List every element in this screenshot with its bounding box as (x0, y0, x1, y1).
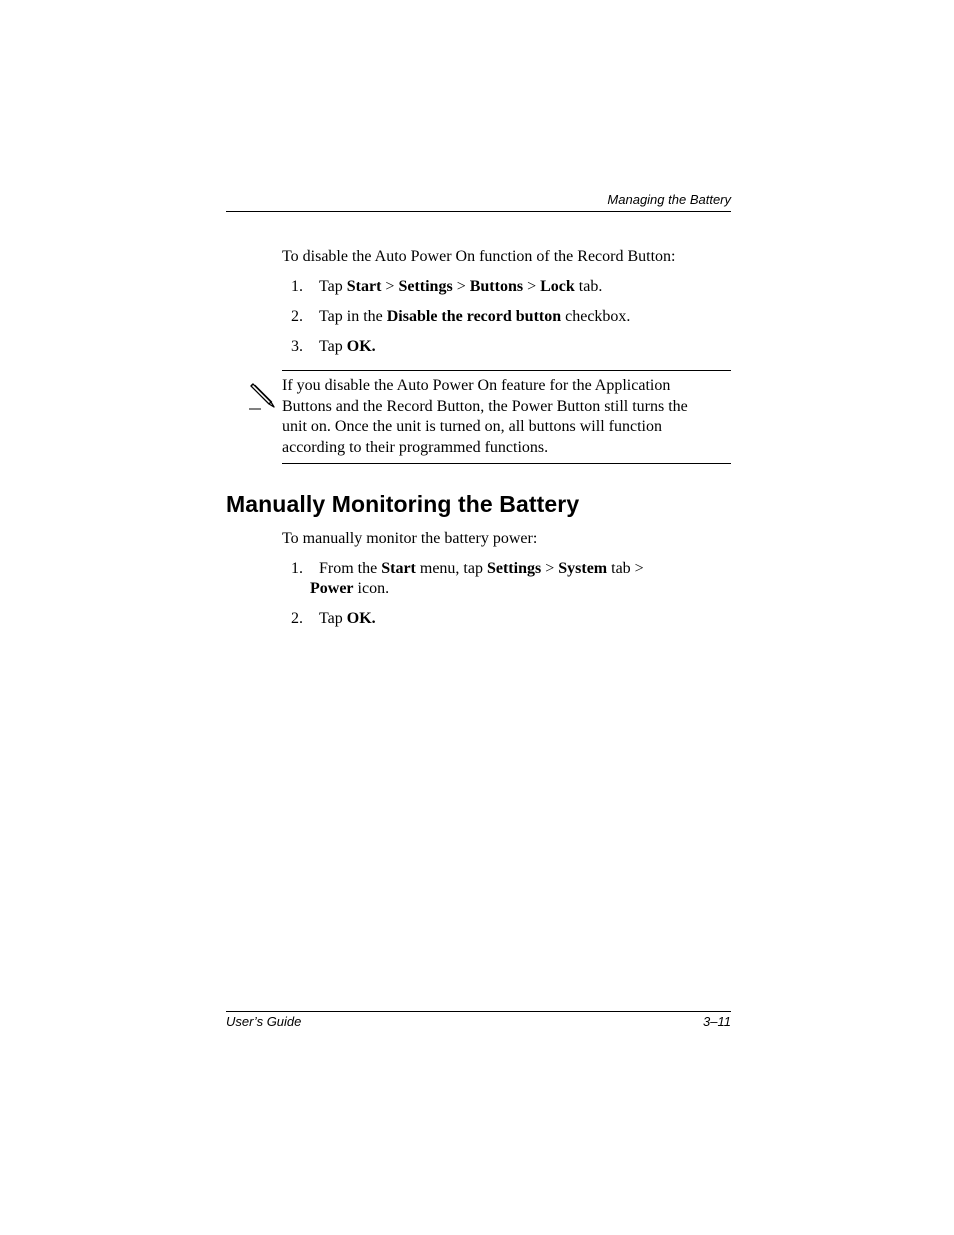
list-item: 3. Tap OK. (291, 338, 376, 355)
page-number: 3–11 (703, 1014, 731, 1029)
section-heading: Manually Monitoring the Battery (226, 491, 580, 517)
running-header (226, 192, 731, 207)
note-bottom-rule (282, 463, 731, 464)
note-text: If you disable the Auto Power On feature for the Application Buttons and the Record Button, the Power Button still turns the unit on. Once the unit is turned on, all buttons will function according to their programmed functions. (282, 377, 688, 456)
section2-intro: To manually monitor the battery power: (282, 530, 538, 547)
list-item: 1. Tap Start > Settings > Buttons > Lock tab. (291, 278, 603, 295)
pencil-note-icon (247, 380, 279, 412)
list-item: 2. Tap OK. (291, 610, 376, 627)
list-item: 1. From the Start menu, tap Settings > System tab > Power icon. (291, 560, 644, 597)
footer-rule (226, 1011, 731, 1012)
footer-guide-title: User’s Guide (226, 1014, 302, 1029)
list-item: 2. Tap in the Disable the record button checkbox. (291, 308, 631, 325)
running-footer (226, 1014, 731, 1029)
header-rule (226, 211, 731, 212)
running-title: Managing the Battery (607, 192, 731, 207)
section1-intro: To disable the Auto Power On function of the Record Button: (282, 248, 676, 265)
note-top-rule (282, 370, 731, 371)
